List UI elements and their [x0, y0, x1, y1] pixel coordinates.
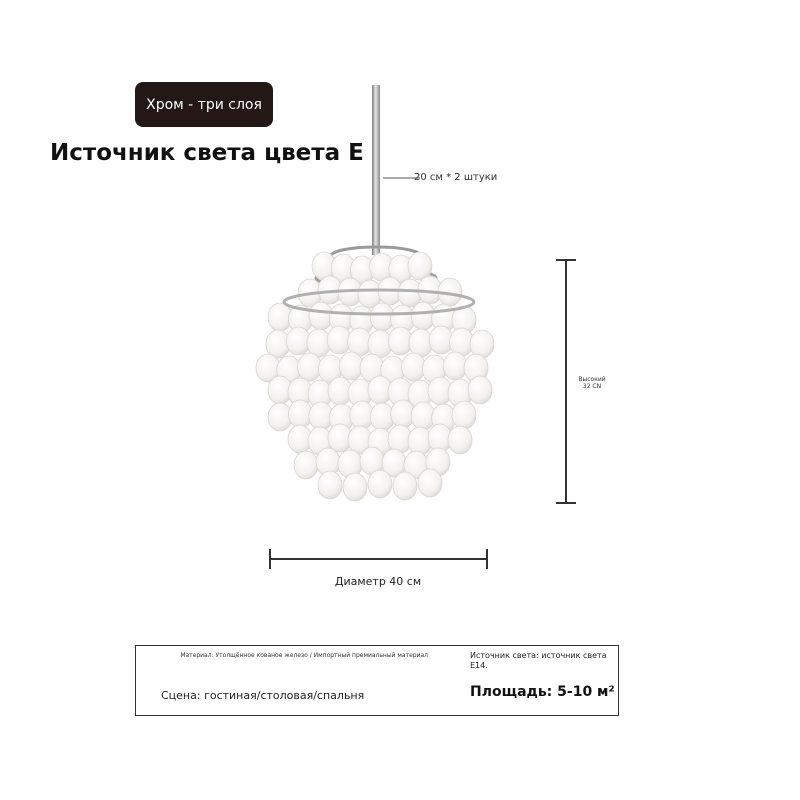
rod-size-label: 20 см * 2 штуки	[414, 172, 498, 183]
diameter-dimension	[270, 549, 487, 569]
light-source-spec: Источник света: источник света E14.	[470, 651, 607, 670]
shell-disc	[298, 353, 322, 381]
scene-spec: Сцена: гостиная/столовая/спальня	[161, 689, 365, 702]
spec-box	[135, 645, 619, 716]
variant-badge-label: Хром - три слоя	[146, 96, 262, 113]
shell-disc	[368, 470, 392, 498]
height-label	[572, 376, 612, 390]
shell-disc	[418, 469, 442, 497]
shell-disc	[318, 471, 342, 499]
shell-disc	[443, 352, 467, 380]
material-spec: Материал: Утолщённое кованое железо / Импортный премиальный материал	[180, 652, 428, 659]
area-spec: Площадь: 5-10 м²	[470, 684, 615, 700]
pendant-rod	[372, 85, 380, 255]
page-title: Источник света цвета E	[50, 140, 364, 166]
height-label-title: Высокий	[578, 376, 606, 383]
shell-disc	[339, 352, 363, 380]
height-label-value: 32 CN	[582, 383, 602, 390]
shell-disc	[470, 330, 494, 358]
shell-disc	[393, 472, 417, 500]
diameter-label: Диаметр 40 см	[334, 575, 422, 588]
shell-disc	[452, 401, 476, 429]
shell-disc	[294, 451, 318, 479]
shell-disc	[468, 376, 492, 404]
shell-disc	[343, 473, 367, 501]
shell-disc	[402, 353, 426, 381]
shell-disc	[448, 426, 472, 454]
